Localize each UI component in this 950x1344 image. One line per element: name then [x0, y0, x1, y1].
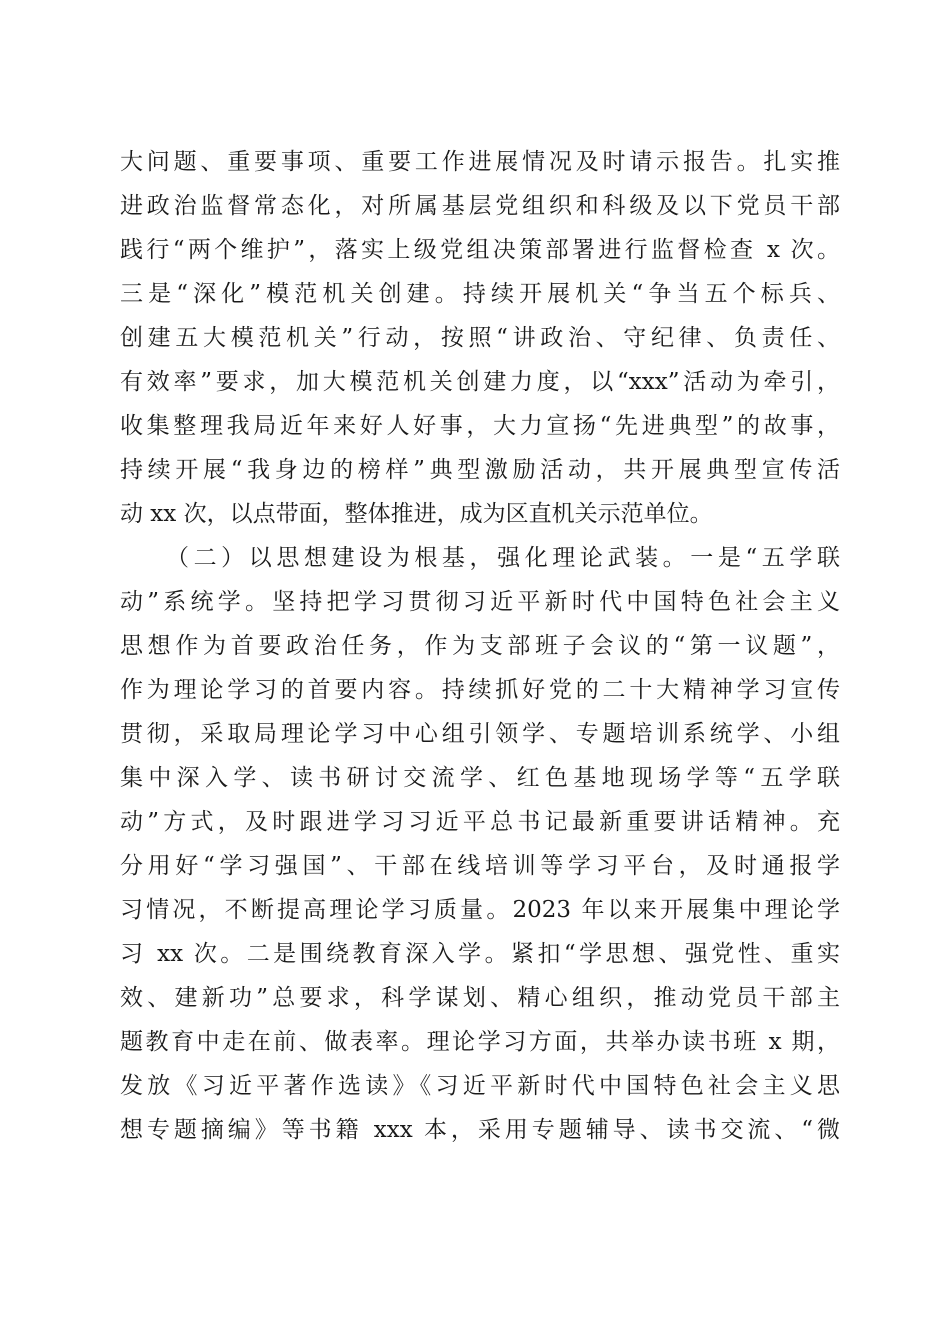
text-line: 想专题摘编》等书籍 xxx 本，采用专题辅导、读书交流、“微	[120, 1117, 840, 1143]
text-line: 进政治监督常态化，对所属基层党组织和科级及以下党员干部	[120, 193, 840, 219]
text-line: 创建五大模范机关”行动，按照“讲政治、守纪律、负责任、	[120, 325, 840, 351]
text-line: 收集整理我局近年来好人好事，大力宣扬“先进典型”的故事，	[120, 413, 840, 439]
text-line: 动 xx 次，以点带面，整体推进，成为区直机关示范单位。	[120, 501, 713, 527]
text-line: 三是“深化”模范机关创建。持续开展机关“争当五个标兵、	[120, 281, 840, 307]
section-heading-line: （二）以思想建设为根基，强化理论武装。一是“五学联	[166, 545, 840, 571]
text-line: 发放《习近平著作选读》《习近平新时代中国特色社会主义思	[120, 1073, 840, 1099]
text-line: 效、建新功”总要求，科学谋划、精心组织，推动党员干部主	[120, 985, 840, 1011]
text-line: 题教育中走在前、做表率。理论学习方面，共举办读书班 x 期，	[120, 1029, 840, 1055]
text-line: 有效率”要求，加大模范机关创建力度，以“xxx”活动为牵引，	[120, 369, 840, 395]
text-line: 大问题、重要事项、重要工作进展情况及时请示报告。扎实推	[120, 149, 840, 175]
text-line: 思想作为首要政治任务，作为支部班子会议的“第一议题”，	[120, 633, 840, 659]
text-line: 集中深入学、读书研讨交流学、红色基地现场学等“五学联	[120, 765, 840, 791]
text-line: 作为理论学习的首要内容。持续抓好党的二十大精神学习宣传	[120, 677, 840, 703]
text-line: 习情况，不断提高理论学习质量。2023 年以来开展集中理论学	[120, 897, 840, 923]
text-line: 践行“两个维护”，落实上级党组决策部署进行监督检查 x 次。	[120, 237, 840, 263]
text-line: 习 xx 次。二是围绕教育深入学。紧扣“学思想、强党性、重实	[120, 941, 840, 967]
text-line: 动”系统学。坚持把学习贯彻习近平新时代中国特色社会主义	[120, 589, 840, 615]
text-line: 贯彻，采取局理论学习中心组引领学、专题培训系统学、小组	[120, 721, 840, 747]
text-line: 分用好“学习强国”、干部在线培训等学习平台，及时通报学	[120, 853, 840, 879]
text-line: 持续开展“我身边的榜样”典型激励活动，共开展典型宣传活	[120, 457, 840, 483]
text-line: 动”方式，及时跟进学习习近平总书记最新重要讲话精神。充	[120, 809, 840, 835]
